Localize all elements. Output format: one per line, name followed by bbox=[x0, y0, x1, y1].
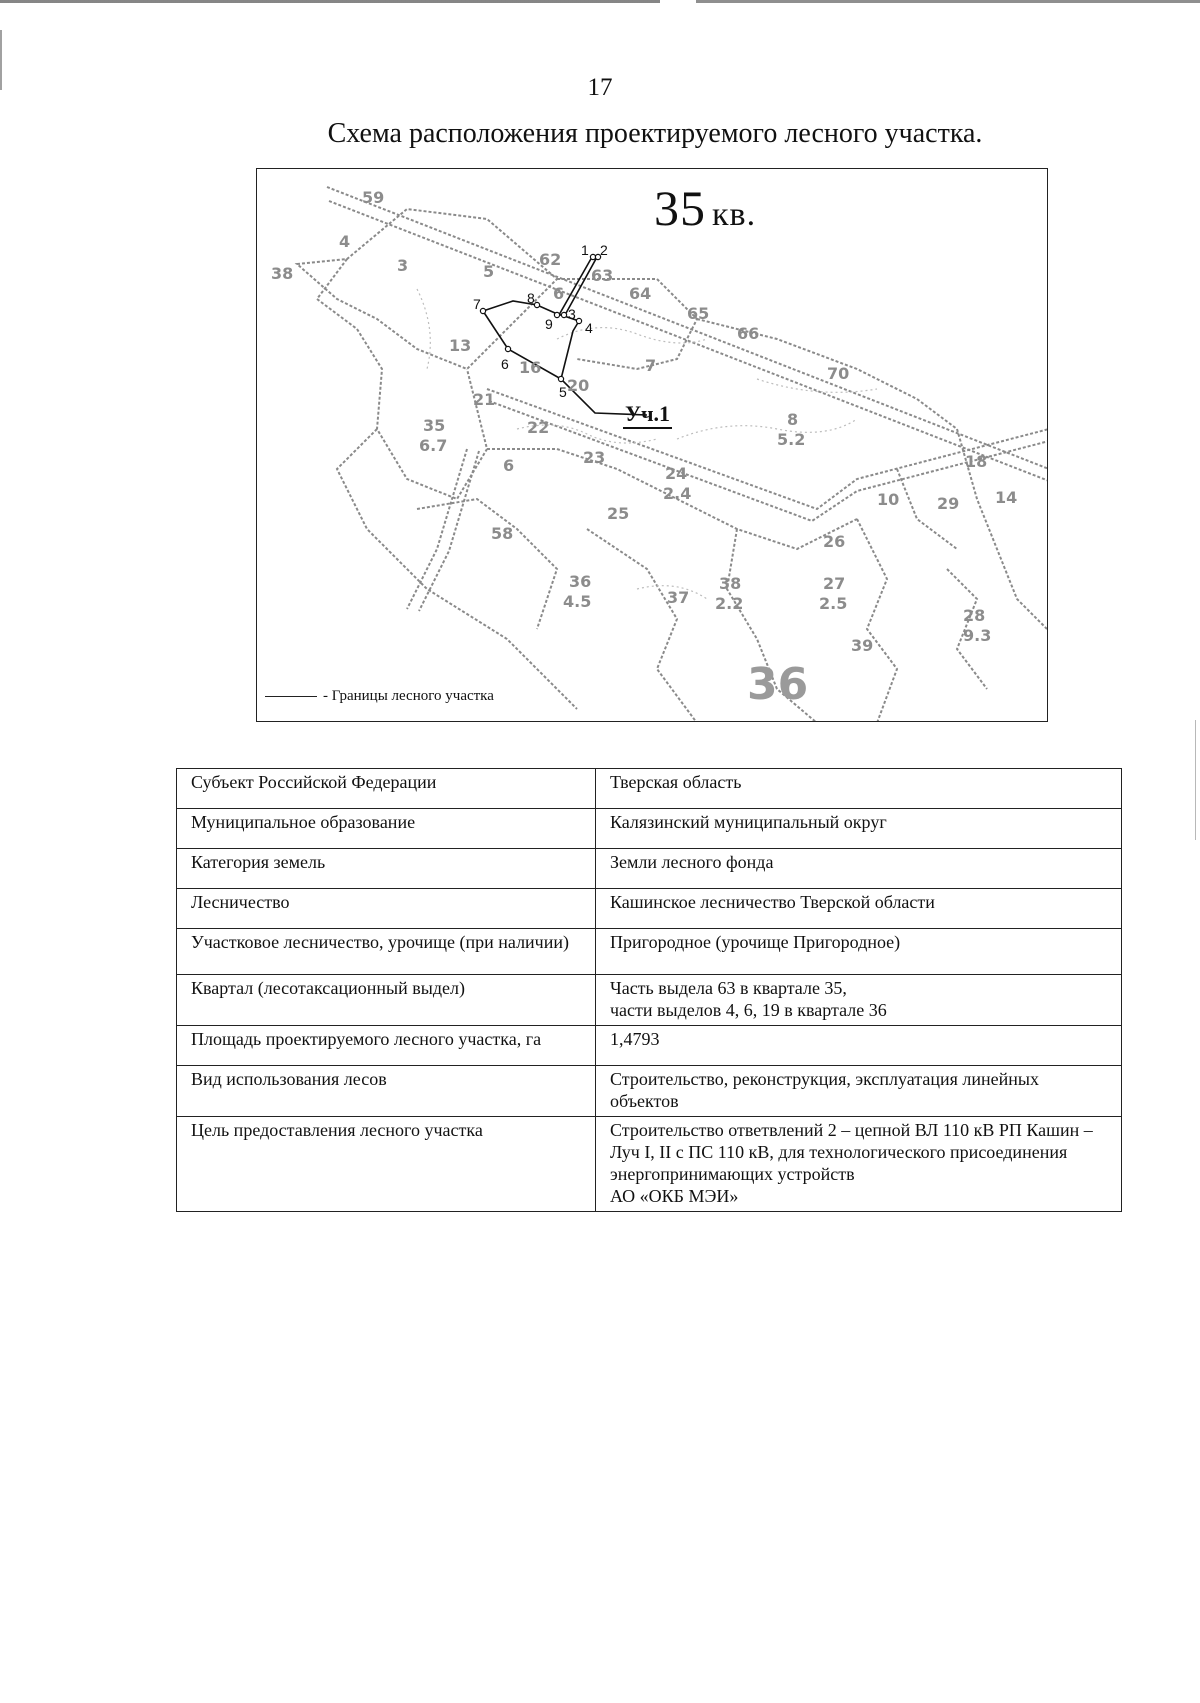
map-background-label: 66 bbox=[737, 324, 760, 343]
map-background-label: 2.2 bbox=[715, 594, 744, 613]
map-drawing bbox=[257, 169, 1048, 722]
table-row bbox=[177, 929, 1122, 975]
map-background-label: 29 bbox=[937, 494, 960, 513]
row-value-line: Строительство ответвлений 2 – цепной ВЛ 110 кВ РП Кашин – Луч I, II с ПС 110 кВ, для технологического присоединения энергопринимающих устройств bbox=[610, 1120, 1093, 1184]
map-background-label: 63 bbox=[591, 266, 614, 285]
map-background-label: 26 bbox=[823, 532, 846, 551]
row-value-line: Часть выдела 63 в квартале 35, bbox=[610, 978, 847, 998]
map-background-label: 16 bbox=[519, 358, 542, 377]
map-background-label: 6.7 bbox=[419, 436, 448, 455]
map-background-label: 23 bbox=[583, 448, 606, 467]
row-key: Лесничество bbox=[177, 889, 596, 929]
map-background-label: 25 bbox=[607, 504, 630, 523]
page-number: 17 bbox=[587, 74, 613, 101]
plot-label: Уч.1 bbox=[623, 401, 672, 429]
row-value bbox=[596, 809, 1122, 849]
row-key: Категория земель bbox=[177, 849, 596, 889]
map-background-label: 8 bbox=[787, 410, 799, 429]
row-value-line: Пригородное (урочище Пригородное) bbox=[610, 932, 901, 952]
quarter-suffix: кв. bbox=[712, 196, 757, 233]
map-background-label: 5 bbox=[483, 262, 495, 281]
row-key: Площадь проектируемого лесного участка, га bbox=[177, 1026, 596, 1066]
map-background-label: 20 bbox=[567, 376, 590, 395]
map-background-label: 27 bbox=[823, 574, 846, 593]
map-legend bbox=[265, 688, 494, 705]
map-background-label: 36 bbox=[569, 572, 592, 591]
plot-info-table bbox=[176, 768, 1122, 1212]
scan-edge bbox=[1195, 720, 1196, 840]
legend-text: - Границы лесного участка bbox=[323, 688, 494, 704]
map-point-label: 6 bbox=[501, 356, 509, 372]
map-point-label: 2 bbox=[600, 242, 608, 258]
table-row bbox=[177, 849, 1122, 889]
quarter-label bbox=[654, 179, 756, 237]
table-row bbox=[177, 1066, 1122, 1117]
row-key: Цель предоставления лесного участка bbox=[177, 1117, 596, 1212]
row-value bbox=[596, 769, 1122, 809]
row-value bbox=[596, 1117, 1122, 1212]
map-point-label: 8 bbox=[527, 290, 535, 306]
map-background-label: 13 bbox=[449, 336, 472, 355]
map-background-label: 59 bbox=[362, 188, 385, 207]
map-background-label: 39 bbox=[851, 636, 874, 655]
map-point-label: 7 bbox=[473, 296, 481, 312]
map-background-label: 22 bbox=[527, 418, 550, 437]
map-background-label: 7 bbox=[645, 356, 657, 375]
road-band-south bbox=[487, 389, 1048, 509]
row-value bbox=[596, 1066, 1122, 1117]
map-point-label: 5 bbox=[559, 384, 567, 400]
legend-line-symbol bbox=[265, 696, 317, 697]
row-value-line: Кашинское лесничество Тверской области bbox=[610, 892, 935, 912]
road-band-west bbox=[407, 449, 467, 609]
map-background-label: 38 bbox=[719, 574, 742, 593]
row-value-line: Строительство, реконструкция, эксплуатация линейных объектов bbox=[610, 1069, 1039, 1111]
map-background-label: 65 bbox=[687, 304, 710, 323]
row-key: Субъект Российской Федерации bbox=[177, 769, 596, 809]
map-background-label: 36 bbox=[747, 659, 809, 710]
map-background-label: 24 bbox=[665, 464, 688, 483]
map-background-label: 10 bbox=[877, 490, 900, 509]
map-background-label: 38 bbox=[271, 264, 294, 283]
map-background-label: 18 bbox=[965, 452, 988, 471]
row-value-line: Калязинский муниципальный округ bbox=[610, 812, 887, 832]
table-row bbox=[177, 975, 1122, 1026]
row-value-line: части выделов 4, 6, 19 в квартале 36 bbox=[610, 1000, 887, 1020]
map-background-label: 3 bbox=[397, 256, 409, 275]
map-background-label: 35 bbox=[423, 416, 446, 435]
map-point-label: 1 bbox=[581, 242, 589, 258]
row-value bbox=[596, 849, 1122, 889]
quarter-number: 35 bbox=[654, 180, 706, 236]
row-value bbox=[596, 975, 1122, 1026]
table-row bbox=[177, 889, 1122, 929]
map-background-label: 2.5 bbox=[819, 594, 848, 613]
map-background-label: 58 bbox=[491, 524, 514, 543]
map-background-label: 28 bbox=[963, 606, 986, 625]
map-background-label: 21 bbox=[473, 390, 496, 409]
row-value bbox=[596, 889, 1122, 929]
row-key: Участковое лесничество, урочище (при наличии) bbox=[177, 929, 596, 975]
row-key: Муниципальное образование bbox=[177, 809, 596, 849]
map-point-label: 3 bbox=[568, 306, 576, 322]
row-value bbox=[596, 929, 1122, 975]
map-background-label: 5.2 bbox=[777, 430, 806, 449]
map-background-label: 6 bbox=[553, 284, 565, 303]
road-band-west-2 bbox=[419, 451, 479, 611]
map-background-label: 14 bbox=[995, 488, 1018, 507]
row-key: Квартал (лесотаксационный выдел) bbox=[177, 975, 596, 1026]
map-background-label: 70 bbox=[827, 364, 850, 383]
map-point-label: 9 bbox=[545, 316, 553, 332]
page-title: Схема расположения проектируемого лесного участка. bbox=[327, 118, 983, 149]
table-row bbox=[177, 1026, 1122, 1066]
row-value-line: 1,4793 bbox=[610, 1029, 660, 1049]
map-background-label: 9.3 bbox=[963, 626, 992, 645]
row-value-line: АО «ОКБ МЭИ» bbox=[610, 1186, 739, 1206]
map-background-label: 4 bbox=[339, 232, 351, 251]
row-value-line: Тверская область bbox=[610, 772, 742, 792]
scan-edge bbox=[0, 0, 1200, 3]
map-background-label: 37 bbox=[667, 588, 690, 607]
map-background-label: 4.5 bbox=[563, 592, 592, 611]
map-point-label: 4 bbox=[585, 320, 593, 336]
row-key: Вид использования лесов bbox=[177, 1066, 596, 1117]
table-row bbox=[177, 769, 1122, 809]
map-background-label: 64 bbox=[629, 284, 652, 303]
forest-plot-map bbox=[256, 168, 1048, 722]
table-row bbox=[177, 809, 1122, 849]
row-value bbox=[596, 1026, 1122, 1066]
map-background-label: 2.4 bbox=[663, 484, 692, 503]
table-row bbox=[177, 1117, 1122, 1212]
row-value-line: Земли лесного фонда bbox=[610, 852, 774, 872]
map-background-label: 62 bbox=[539, 250, 562, 269]
map-background-label: 6 bbox=[503, 456, 515, 475]
